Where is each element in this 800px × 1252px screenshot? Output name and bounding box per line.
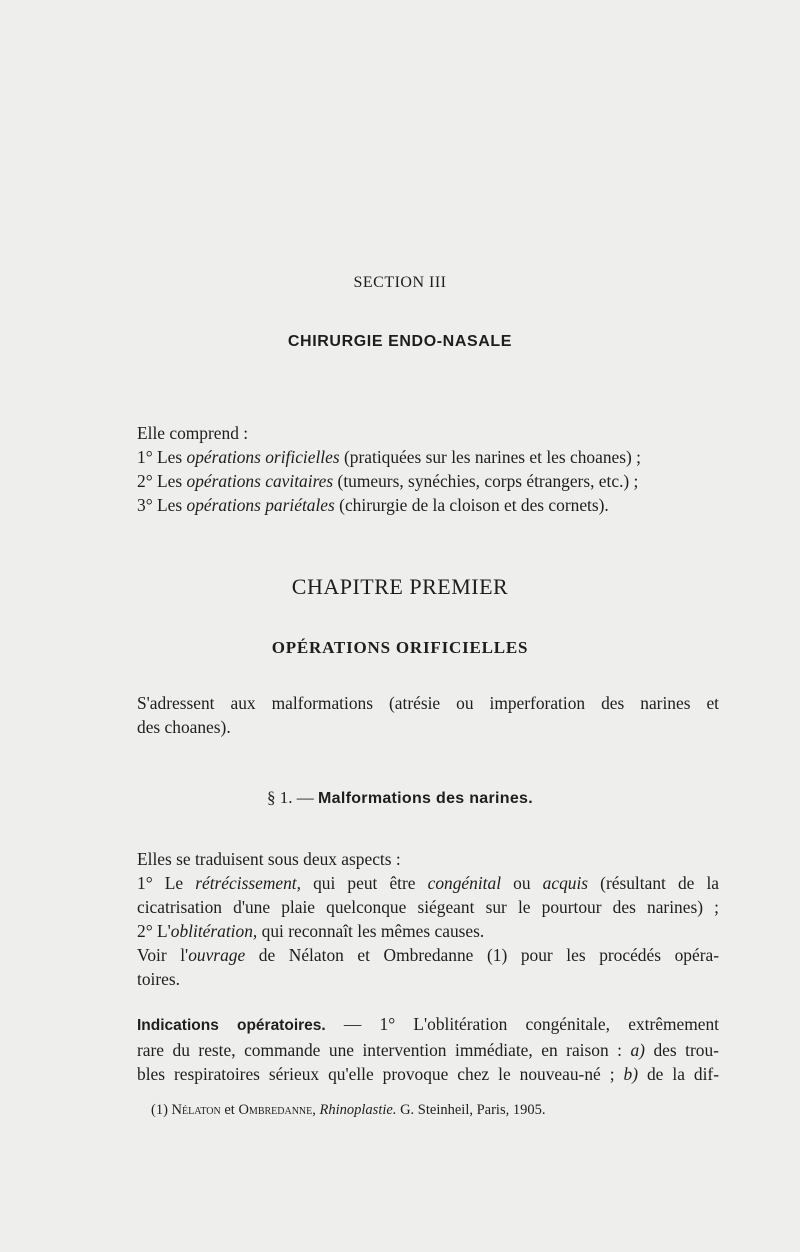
intro-item-2: 2° Les opérations cavitaires (tumeurs, synéchies, corps étrangers, etc.) ; [137,471,639,491]
aspects-voir-cont: toires. [137,969,180,989]
malformations-intro-line-2: des choanes). [137,717,231,737]
section-title: CHIRURGIE ENDO-NASALE [287,333,513,350]
aspects-lead: Elles se traduisent sous deux aspects : [137,849,401,869]
paragraph-heading [0,788,800,808]
intro-lead: Elle comprend : [137,423,249,443]
intro-item-1: 1° Les opérations orificielles (pratiquées sur les narines et les choanes) ; [137,447,641,467]
indications-label: Indications opératoires. [137,1017,326,1034]
intro-block [137,421,719,517]
section-label: SECTION III [353,274,447,291]
aspects-block [137,847,719,991]
malformations-intro [137,691,719,739]
indications-line-3: bles respiratoires sérieux qu'elle provoque chez le nouveau-né ; b) de la dif- [137,1064,719,1084]
aspects-item-1-cont: cicatrisation d'une plaie quelconque siégeant sur le pourtour des narines) ; [137,897,719,917]
aspects-item-1: 1° Le rétrécissement, qui peut être congénital ou acquis (résultant de la [137,873,720,893]
indications-block [137,1012,719,1086]
chapter-subtitle: OPÉRATIONS ORIFICIELLES [271,638,529,657]
footnote-work: Rhinoplastie. [319,1102,397,1118]
aspects-voir: Voir l'ouvrage de Nélaton et Ombredanne (1) pour les procédés opéra- [137,945,719,965]
paragraph-title: Malformations des narines. [318,790,533,807]
footnote-author-1: Nélaton [171,1102,221,1118]
footnote-author-2: Ombredanne, [238,1102,316,1118]
footnote: (1) Nélaton et Ombredanne, Rhinoplastie. G. Steinheil, Paris, 1905. [151,1102,546,1118]
indications-line-2: rare du reste, commande une intervention immédiate, en raison : a) des trou- [137,1040,719,1060]
malformations-intro-line-1: S'adressent aux malformations (atrésie ou imperforation des narines et [137,693,719,713]
paragraph-symbol: § 1. — [267,788,314,807]
intro-item-3: 3° Les opérations pariétales (chirurgie de la cloison et des cornets). [137,495,609,515]
aspects-item-2: 2° L'oblitération, qui reconnaît les mêmes causes. [137,921,485,941]
indications-line-1: Indications opératoires. — 1° L'oblitération congénitale, extrêmement [137,1014,719,1034]
chapter-title: CHAPITRE PREMIER [291,574,509,599]
